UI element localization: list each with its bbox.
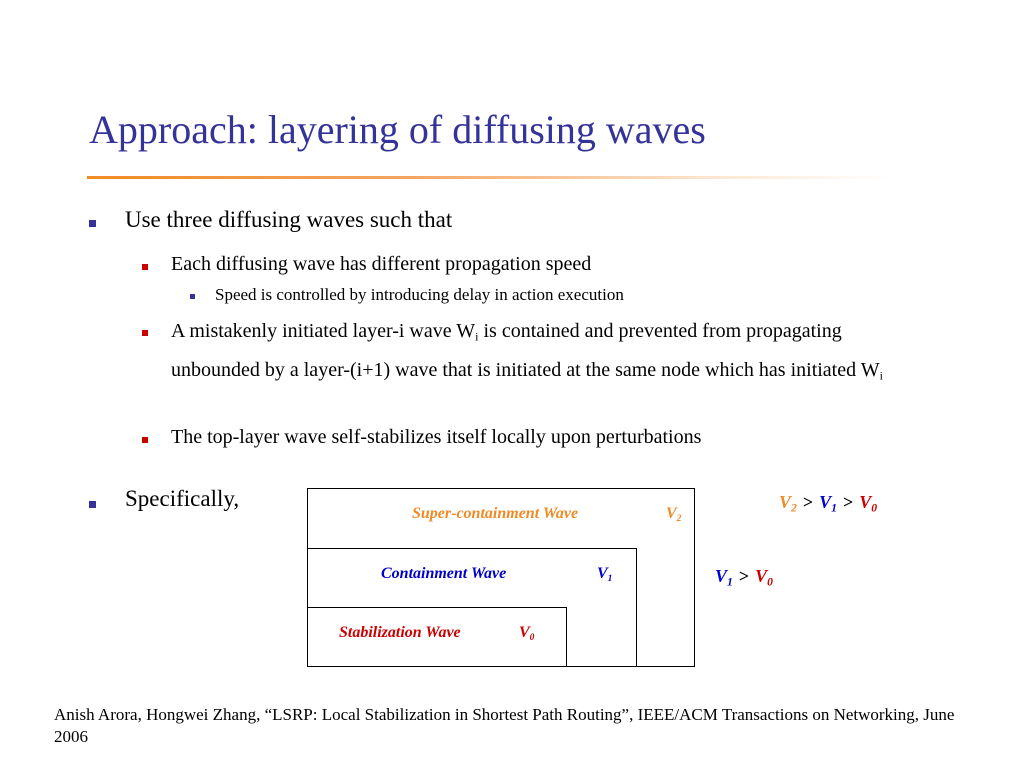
bullet-text-part: is contained and prevented from propagating unbounded by a layer-(i+1) wave that is initiated at the same node which has initiated W: [171, 320, 880, 381]
speed-v0: $V_0$: [755, 566, 773, 589]
bullet-square-icon: [190, 294, 195, 299]
containment-wave-label: Containment Wave: [381, 565, 507, 582]
subscript: i: [879, 368, 883, 383]
speed-v2: $V_2$: [779, 492, 797, 515]
slide-title: Approach: layering of diffusing waves: [89, 107, 706, 152]
super-containment-wave-label: Super-containment Wave: [412, 505, 579, 522]
speed-v0: $V_0$: [859, 492, 878, 515]
greater-than-op: >: [802, 492, 814, 512]
bullet-square-icon: [142, 264, 148, 270]
super-containment-speed: [666, 505, 681, 524]
bullet-top-layer: The top-layer wave self-stabilizes itself locally upon perturbations: [171, 426, 702, 448]
stabilization-speed: [519, 624, 534, 643]
greater-than-op: >: [738, 566, 750, 586]
speed-v1: $V_1$: [715, 566, 733, 589]
bullet-delay-control: Speed is controlled by introducing delay in action execution: [215, 285, 624, 304]
subscript: 1: [607, 572, 613, 584]
speed-relation-1: [779, 492, 877, 515]
bullet-square-icon: [89, 220, 96, 227]
citation: Anish Arora, Hongwei Zhang, “LSRP: Local Stabilization in Shortest Path Routing”, IEEE/ACM Transactions on Networking, June 2006: [54, 705, 955, 746]
bullet-mistaken-wave: [171, 315, 931, 392]
bullet-square-icon: [142, 330, 148, 336]
title-divider: [87, 176, 892, 179]
speed-symbol: V: [666, 505, 677, 522]
bullet-square-icon: [142, 437, 148, 443]
greater-than-op: >: [842, 492, 854, 512]
stabilization-wave-label: Stabilization Wave: [339, 624, 461, 641]
speed-v1: $V_1$: [819, 492, 837, 515]
containment-speed: [597, 565, 612, 584]
speed-symbol: V: [519, 624, 530, 641]
speed-relation-2: [715, 566, 773, 589]
bullet-specifically: Specifically,: [125, 486, 240, 511]
bullet-use-three-waves: Use three diffusing waves such that: [125, 207, 453, 232]
subscript: i: [475, 329, 479, 344]
bullet-text-part: A mistakenly initiated layer-i wave W: [171, 320, 476, 342]
bullet-square-icon: [89, 501, 96, 508]
speed-symbol: V: [597, 565, 608, 582]
bullet-different-speed: Each diffusing wave has different propagation speed: [171, 253, 592, 275]
subscript: 0: [529, 631, 535, 643]
subscript: 2: [676, 512, 682, 524]
